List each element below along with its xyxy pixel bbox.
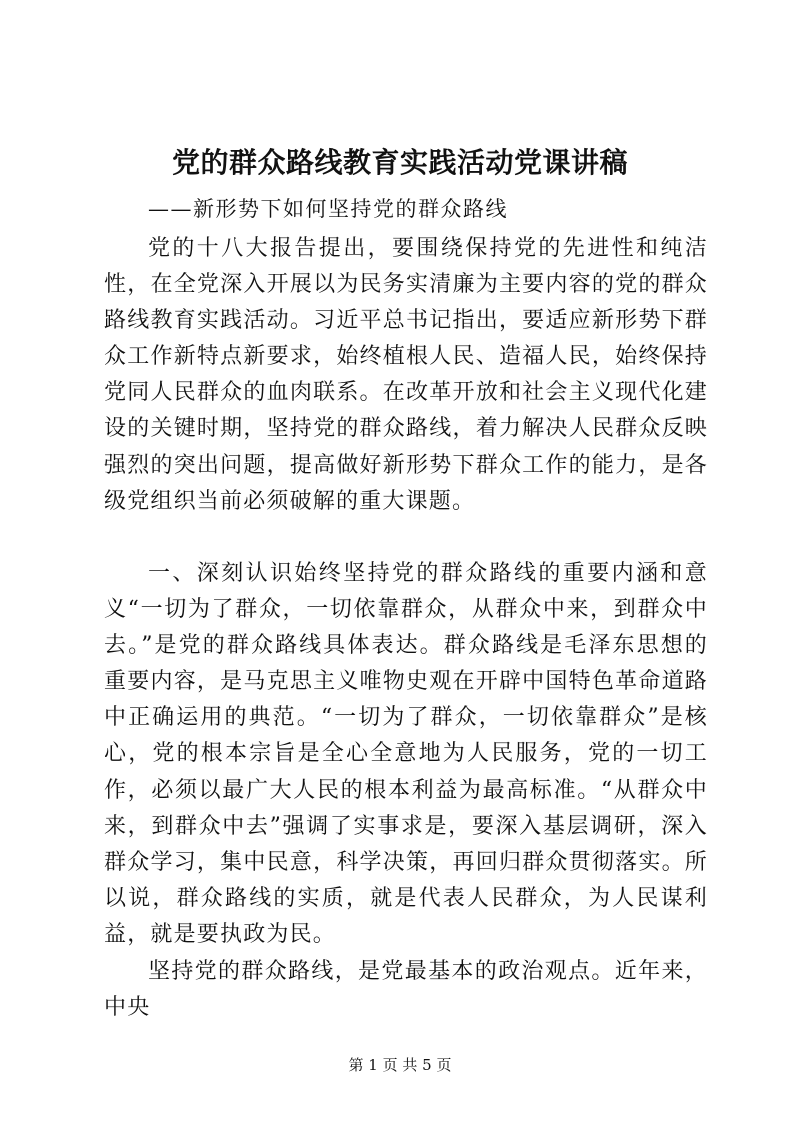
page-number-footer: 第 1 页 共 5 页 [348,1056,452,1074]
paragraph: 一、深刻认识始终坚持党的群众路线的重要内涵和意义“一切为了群众，一切依靠群众，从群众中来，到群众中去。”是党的群众路线具体表达。群众路线是毛泽东思想的重要内容，是马克思主义唯物史观在开辟中国特色革命道路中正确运用的典范。“一切为了群众，一切依靠群众”是核心，党的根本宗旨是全心全意地为人民服务，党的一切工作，必须以最广大人民的根本利益为最高标准。“从群众中来，到群众中去”强调了实事求是，要深入基层调研，深入群众学习，集中民意，科学决策，再回归群众贯彻落实。所以说，群众路线的实质，就是代表人民群众，为人民谋利益，就是要执政为民。 [104,561,708,947]
document-title: 党的群众路线教育实践活动党课讲稿 [171,146,628,179]
paragraph: 坚持党的群众路线，是党最基本的政治观点。近年来，中央 [104,959,708,1021]
paragraph: 党的十八大报告提出，要围绕保持党的先进性和纯洁性，在全党深入开展以为民务实清廉为主要内容的党的群众路线教育实践活动。习近平总书记指出，要适应新形势下群众工作新特点新要求，始终植根人民、造福人民，始终保持党同人民群众的血肉联系。在改革开放和社会主义现代化建设的关键时期，坚持党的群众路线，着力解决人民群众反映强烈的突出问题，提高做好新形势下群众工作的能力，是各级党组织当前必须破解的重大课题。 [104,236,708,514]
document-subtitle: ——新形势下如何坚持党的群众路线 [148,197,508,221]
